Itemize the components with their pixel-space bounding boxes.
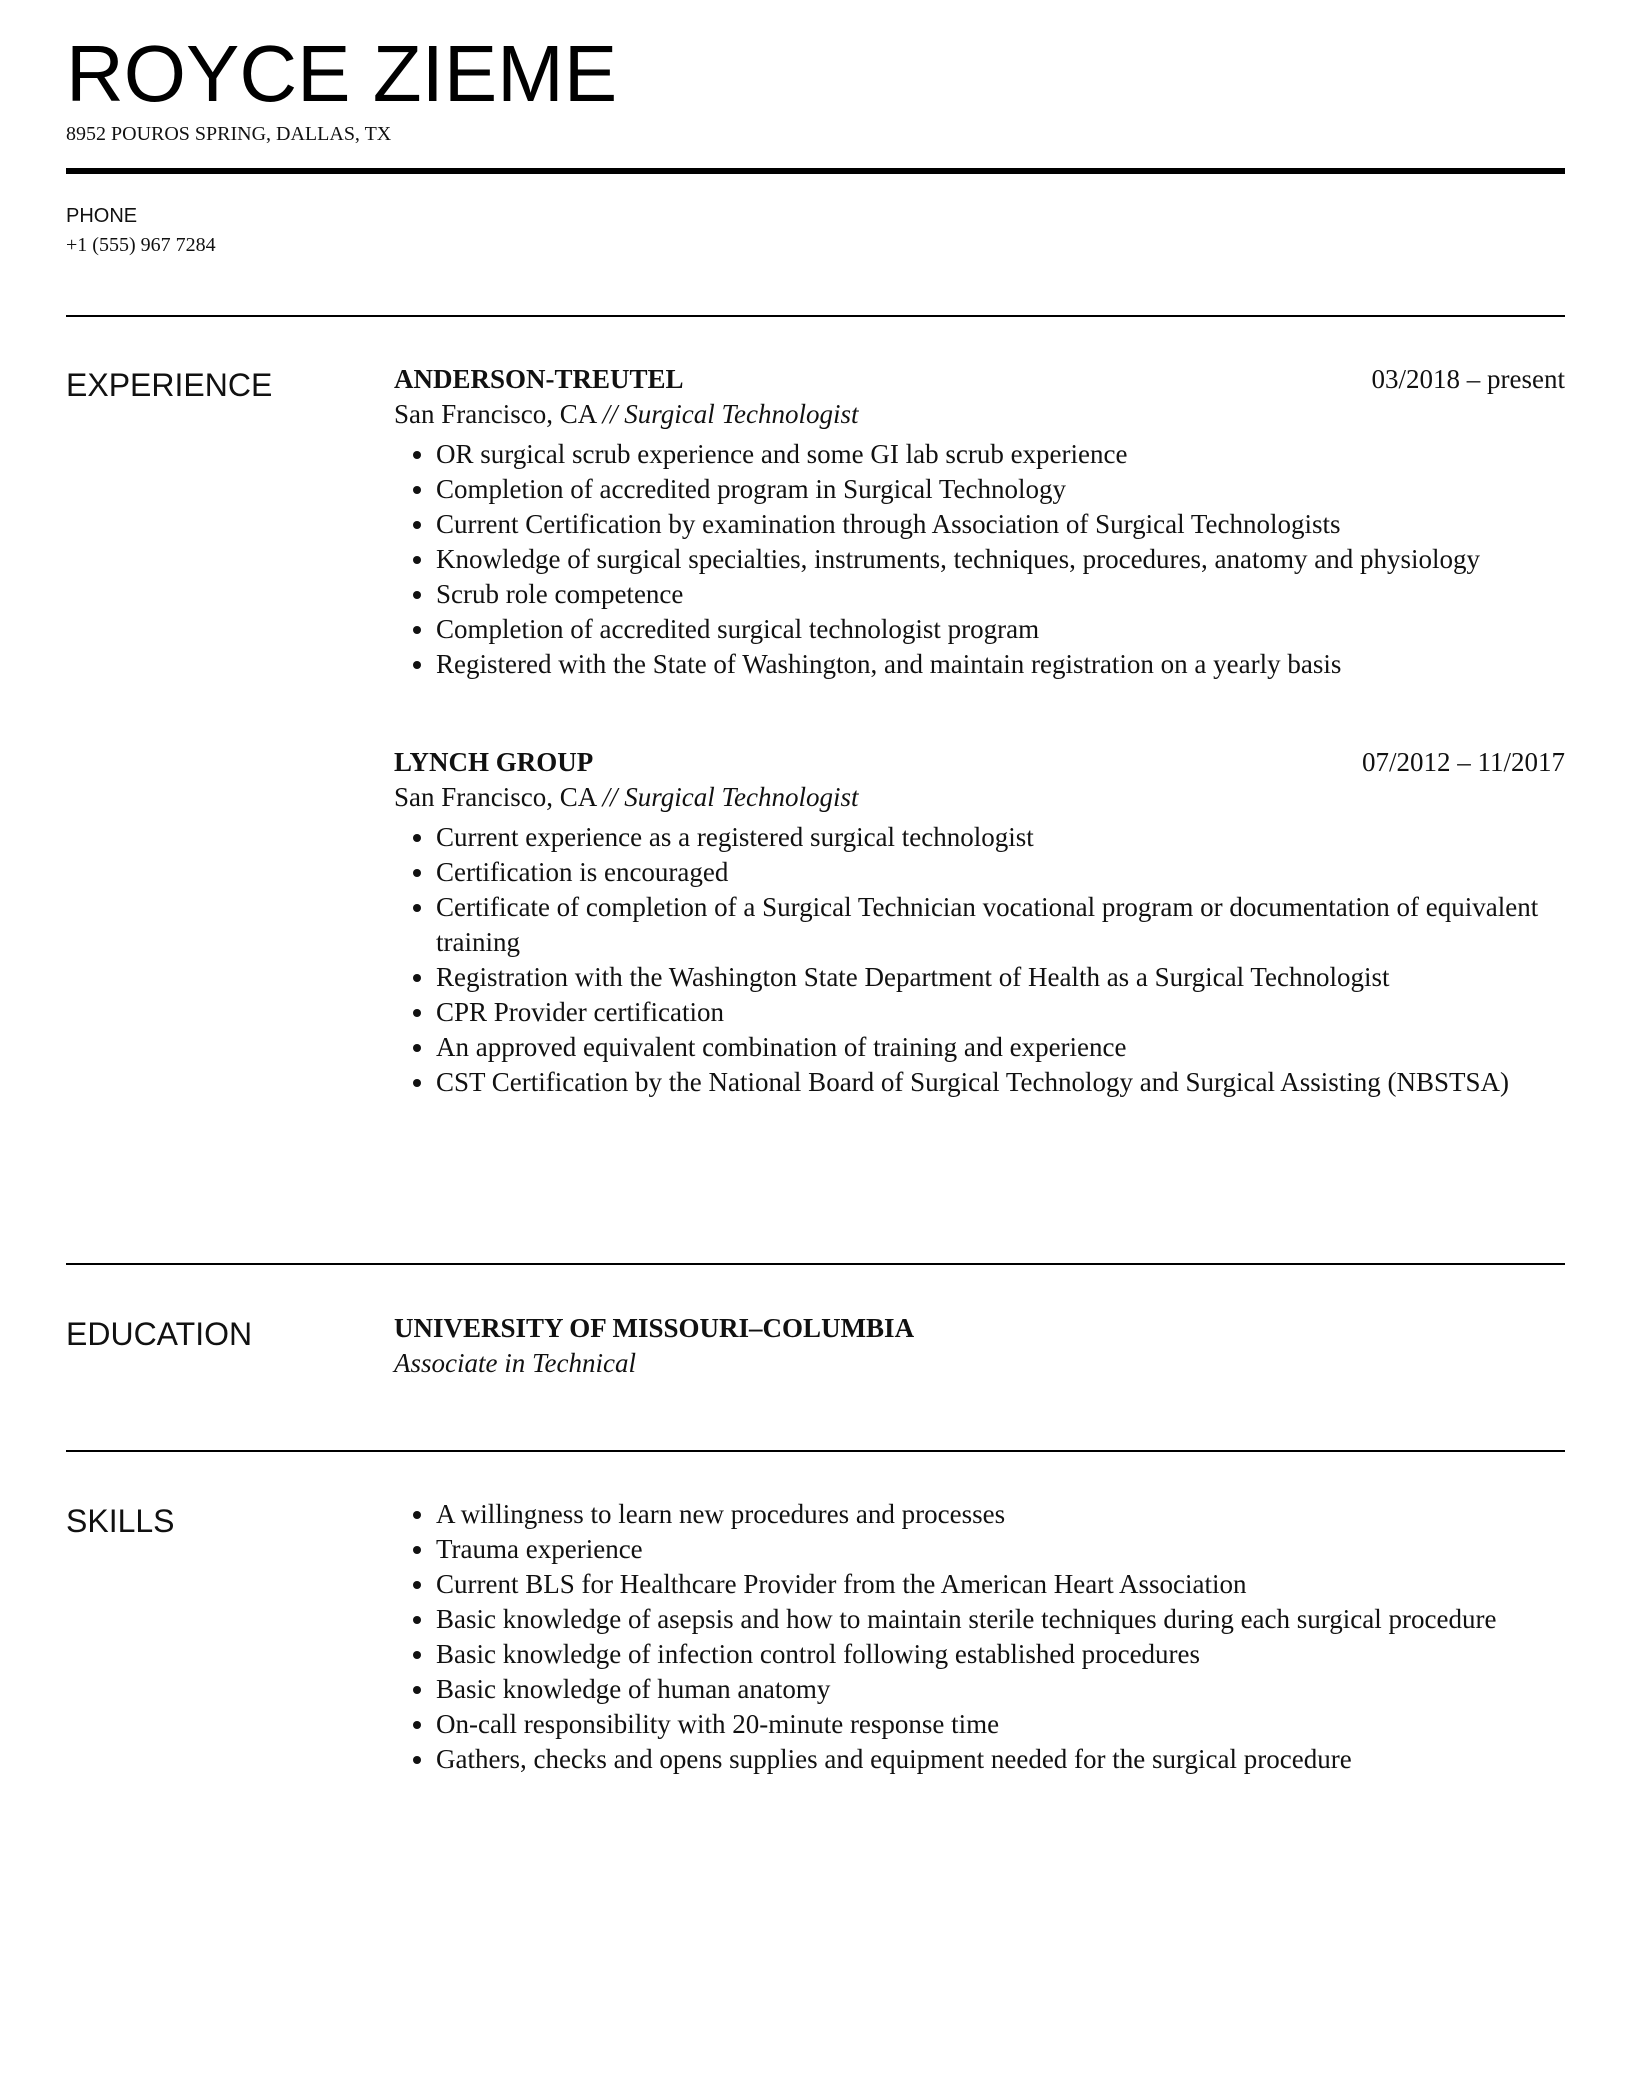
- skill-item: • Current BLS for Healthcare Provider from the American Heart Association: [436, 1567, 1565, 1602]
- company-name: ANDERSON-TREUTEL: [394, 364, 684, 394]
- job-dates: 07/2012 – 11/2017: [1361, 747, 1565, 777]
- skills-list: [394, 1497, 1565, 1777]
- skill-item: • Gathers, checks and opens supplies and equipment needed for the surgical procedure: [436, 1742, 1565, 1777]
- job-bullets: [394, 437, 1565, 682]
- bullet-item: • Current experience as a registered surgical technologist: [436, 820, 1565, 855]
- job-header: [394, 745, 1565, 780]
- degree-name: Associate in Technical: [394, 1348, 636, 1378]
- experience-heading: EXPERIENCE: [66, 367, 273, 403]
- skills-content: [394, 1497, 1565, 1777]
- job-location-role: [394, 397, 1565, 432]
- skill-item: • Basic knowledge of asepsis and how to maintain sterile techniques during each surgical procedure: [436, 1602, 1565, 1637]
- company-name: LYNCH GROUP: [394, 747, 594, 777]
- bullet-item: • Completion of accredited surgical technologist program: [436, 612, 1565, 647]
- experience-divider: [66, 1263, 1565, 1265]
- phone-label: PHONE: [66, 205, 138, 227]
- education-content: [394, 1311, 1565, 1381]
- skill-item: • Basic knowledge of infection control following established procedures: [436, 1637, 1565, 1672]
- bullet-item: • Current Certification by examination through Association of Surgical Technologists: [436, 507, 1565, 542]
- bullet-item: • Completion of accredited program in Surgical Technology: [436, 472, 1565, 507]
- job-location-role: [394, 780, 1565, 815]
- contact-divider: [66, 315, 1565, 317]
- job-bullets: [394, 820, 1565, 1100]
- bullet-item: • Scrub role competence: [436, 577, 1565, 612]
- bullet-item: • Certificate of completion of a Surgical Technician vocational program or documentation of equivalent training: [436, 890, 1565, 960]
- bullet-item: • An approved equivalent combination of training and experience: [436, 1030, 1565, 1065]
- candidate-address: 8952 POUROS SPRING, DALLAS, TX: [66, 123, 392, 145]
- bullet-item: • CPR Provider certification: [436, 995, 1565, 1030]
- job-dates: 03/2018 – present: [1371, 364, 1565, 394]
- skills-heading: SKILLS: [66, 1503, 175, 1539]
- job-header: [394, 362, 1565, 397]
- bullet-item: • Registration with the Washington State Department of Health as a Surgical Technologist: [436, 960, 1565, 995]
- role-separator: //: [602, 399, 618, 429]
- school-name: UNIVERSITY OF MISSOURI–COLUMBIA: [394, 1313, 915, 1343]
- skill-item: • Trauma experience: [436, 1532, 1565, 1567]
- experience-content: [394, 362, 1565, 1100]
- job-location: San Francisco, CA: [394, 782, 596, 812]
- job-entry: [394, 745, 1565, 1100]
- education-divider: [66, 1450, 1565, 1452]
- education-heading: EDUCATION: [66, 1316, 253, 1352]
- bullet-item: • Knowledge of surgical specialties, instruments, techniques, procedures, anatomy and physiology: [436, 542, 1565, 577]
- job-location: San Francisco, CA: [394, 399, 596, 429]
- skill-item: • Basic knowledge of human anatomy: [436, 1672, 1565, 1707]
- skill-item: • A willingness to learn new procedures and processes: [436, 1497, 1565, 1532]
- phone-number: +1 (555) 967 7284: [66, 234, 216, 256]
- job-role: Surgical Technologist: [624, 782, 859, 812]
- job-entry: [394, 362, 1565, 682]
- bullet-item: • Certification is encouraged: [436, 855, 1565, 890]
- job-role: Surgical Technologist: [624, 399, 859, 429]
- bullet-item: • CST Certification by the National Board of Surgical Technology and Surgical Assisting (NBSTSA): [436, 1065, 1565, 1100]
- bullet-item: • OR surgical scrub experience and some GI lab scrub experience: [436, 437, 1565, 472]
- role-separator: //: [602, 782, 618, 812]
- skill-item: • On-call responsibility with 20-minute response time: [436, 1707, 1565, 1742]
- bullet-item: • Registered with the State of Washington, and maintain registration on a yearly basis: [436, 647, 1565, 682]
- header-divider: [66, 168, 1565, 174]
- candidate-name: ROYCE ZIEME: [66, 29, 618, 118]
